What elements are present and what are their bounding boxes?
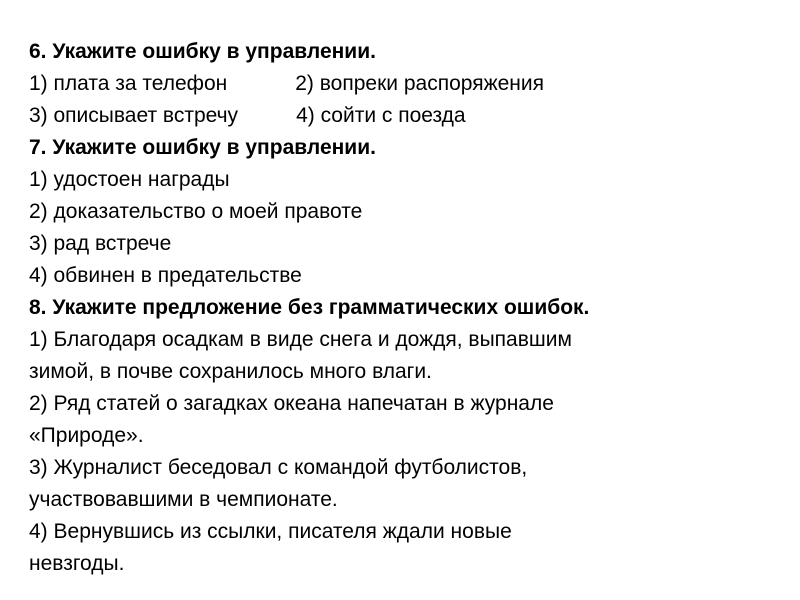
question-8-option-3-line-1: 3) Журналист беседовал с командой футболистов, (29, 456, 528, 479)
question-6-option-3: 3) описывает встречу (29, 104, 239, 127)
question-7-option-3: 3) рад встрече (29, 232, 172, 255)
question-8-option-4-line-1: 4) Вернувшись из ссылки, писателя ждали новые (29, 520, 512, 543)
question-6-heading: 6. Укажите ошибку в управлении. (29, 40, 376, 63)
question-6-row-1 (29, 68, 769, 100)
question-7-heading: 7. Укажите ошибку в управлении. (29, 136, 376, 159)
test-sheet (29, 36, 769, 580)
question-7-option-1: 1) удостоен награды (29, 168, 230, 191)
question-7-option-2: 2) доказательство о моей правоте (29, 200, 363, 223)
question-8-option-3-line-2: участвовавшими в чемпионате. (29, 488, 338, 511)
question-6-option-2: 2) вопреки распоряжения (295, 72, 544, 95)
question-6-row-2 (29, 100, 769, 132)
question-8-option-2-line-1: 2) Ряд статей о загадках океана напечатан в журнале (29, 392, 554, 415)
question-6-option-4: 4) сойти с поезда (296, 104, 466, 127)
question-8-option-1-line-2: зимой, в почве сохранилось много влаги. (29, 360, 432, 383)
question-7-option-4: 4) обвинен в предательстве (29, 264, 302, 287)
question-6-option-1: 1) плата за телефон (29, 72, 228, 95)
question-8-option-4-line-2: невзгоды. (29, 552, 125, 575)
question-8-heading: 8. Укажите предложение без грамматических ошибок. (29, 296, 590, 319)
question-8-option-2-line-2: «Природе». (29, 424, 144, 447)
question-8-option-1-line-1: 1) Благодаря осадкам в виде снега и дождя, выпавшим (29, 328, 572, 351)
